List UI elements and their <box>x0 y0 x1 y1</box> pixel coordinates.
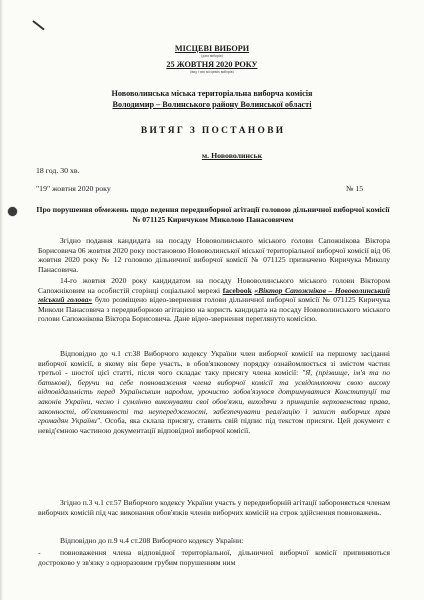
date-caption: (дата виборів) <box>201 54 223 58</box>
election-date: 25 ЖОВТНЯ 2020 РОКУ <box>166 60 258 69</box>
paragraph-video-appeal <box>38 276 390 324</box>
document-type: В И Т Я Г З П О С Т А Н О В И <box>140 126 284 136</box>
commission-name: Нововолинська міська територіальна виборча комісія <box>111 89 313 98</box>
paragraph-video-text-start: 14-го жовтня 2020 року кандидатом на посаду Нововолинського міського голови Віктором Сапожніковим на особистій сторінці соціальної мережі <box>38 276 390 295</box>
paragraph-legal-reference: Відповідно до п.9 ч.4 ст.208 Виборчого кодексу України: <box>60 536 244 545</box>
decision-number: № 15 <box>346 184 364 193</box>
elections-title: МІСЦЕВІ ВИБОРИ <box>174 44 250 53</box>
paragraph-termination: повноваження члена відповідної територіальної, дільничної виборчої комісії припиняються достроково у зв'язку з одноразовим грубим порушенням ним <box>38 548 390 567</box>
type-caption: (вид і тип місцевих виборів) <box>190 70 234 74</box>
paragraph-oath <box>38 349 390 435</box>
facebook-link-text: facebook <box>222 285 252 295</box>
paragraph-appointment: Згідно подання кандидата на посаду Нововолинського міського голови Сапожнікова Віктора Борисовича 06 жовтня 2020 року постановою Нововолинської міської територіальної виборчої комісії від 06 жовтня 2020 року № 12 головою дільничної виборчої комісії № 071125 призначено Киричука Миколу Панасовича. <box>38 236 390 274</box>
date-label: "19" жовтня 2020 року <box>36 184 111 193</box>
time-label: 18 год. 30 хв. <box>36 166 80 175</box>
pen-mark <box>32 20 44 30</box>
paragraph-agitation-ban: Згідно п.3 ч.1 ст.57 Виборчого кодексу України участь у передвиборній агітації забороняється членам виборчих комісій під час виконання обов'язків членів виборчих комісій на строк здійснення повноважень. <box>38 498 390 517</box>
paragraph-oath-text-end: . Особа, яка склала присягу, ставить свій підпис під текстом присяги. Цей документ є невід'ємною частиною документації відповідної виборчої комісії. <box>38 416 390 435</box>
oath-quote: "Я, (прізвище, ім'я та по батькові), беручи на себе повноваження члена виборчої комісії та усвідомлюючи свою високу відповідальність перед Українським народом, урочисто зобов'язуюся дотримуватися Конституції та законів України, чесно і сумлінно виконувати свої обов'язки, виходячи з принципів верховенства права, законності, об'єктивності та неупередженості, забезпечувати реалізацію і захист виборчих прав громадян України" <box>38 368 390 426</box>
paragraph-video-text-end: було розміщено відео-звернення голови дільничної виборчої комісії № 071125 Киричука Миколи Панасовича з передвиборною агітацією на користь кандидата на посаду Нововолинського міського голови Сапожнікова Віктора Борисовича. Дане відео-звернення переглянуто комісією. <box>38 295 390 324</box>
decision-title: Про порушення обмежень щодо ведення передвиборної агітації головою дільничної виборчої комісії № 071125 Киричуком Миколою Панасовичем <box>36 205 390 224</box>
list-dash: - <box>38 548 41 557</box>
paragraph-oath-text-start: Відповідно до ч.1 ст.38 Виборчого кодексу України член виборчої комісії на першому засіданні виборчої комісії, в якому він бере участь, в обов'язковому порядку ознайомлюється зі змістом частин третьої - шостої цієї статті, після чого складає таку присягу члена комісії: <box>38 349 390 378</box>
city-name: м. Нововолинськ <box>201 151 263 160</box>
commission-region: Володимир – Волинського району Волинської області <box>112 100 312 109</box>
punch-hole <box>8 207 17 216</box>
page-name-quote: «Віктор Сапожніков – Нововолинський міський голова» <box>38 285 390 305</box>
